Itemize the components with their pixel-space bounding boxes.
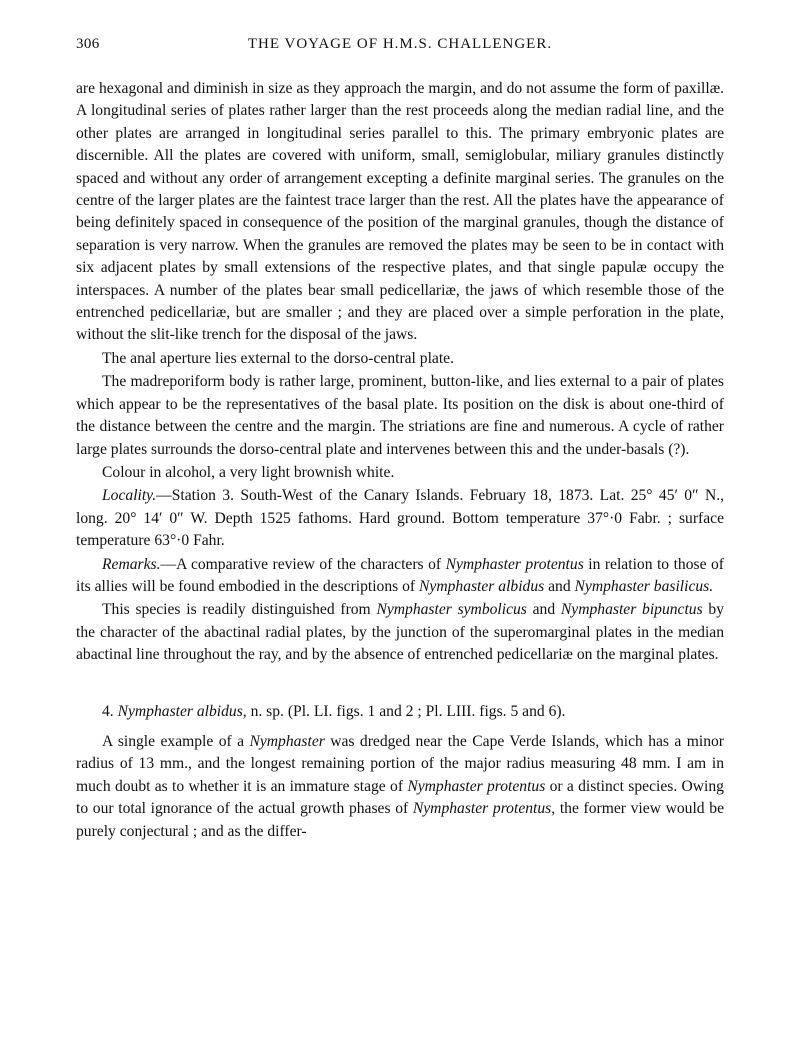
example-species-b: Nymphaster protentus <box>407 777 546 795</box>
paragraph-madreporiform-body: The madreporiform body is rather large, prominent, button-like, and lies external to a pair of plates which appear to be the representatives of the basal plate. Its position on the disk is about one-third of the distance between the centre and the margin. The striations are fine and numerous. A cycle of rather large plates surrounds the dorso-central plate and intervenes between this and the under-basals (?). <box>76 373 724 458</box>
paragraph-remarks <box>76 554 724 599</box>
remarks-text-b: in relation to those of its allies will be found embodied in the descriptions of <box>76 555 724 595</box>
running-title: THE VOYAGE OF H.M.S. CHALLENGER. <box>247 36 553 52</box>
remarks-species-c: Nymphaster basilicus. <box>574 577 714 595</box>
example-genus-a: Nymphaster <box>249 732 325 750</box>
section-heading-text: , n. sp. (Pl. LI. figs. 1 and 2 ; Pl. LIII. figs. 5 and 6). <box>242 702 566 720</box>
section-heading-nymphaster-albidus <box>76 701 724 723</box>
locality-text: —Station 3. South-West of the Canary Islands. February 18, 1873. Lat. 25° 45′ 0″ N., long. 20° 14′ 0″ W. Depth 1525 fathoms. Hard ground. Bottom temperature 37°·0 Fabr. ; surface temperature 63°·0 Fahr. <box>76 487 724 550</box>
paragraph-anal-aperture: The anal aperture lies external to the dorso-central plate. <box>102 349 454 367</box>
example-text-b: was dredged near the Cape Verde Islands, which has a minor radius of 13 mm., and the longest remaining portion of the major radius measuring 48 mm. I am in much doubt as to whether it is an immature stage of <box>76 732 724 795</box>
page-number: 306 <box>76 36 100 52</box>
locality-label: Locality. <box>102 487 157 505</box>
section-number: 4. <box>102 702 118 720</box>
paragraph-single-example <box>76 731 724 843</box>
remarks-species-a: Nymphaster protentus <box>445 555 584 573</box>
example-text-d: the former view would be purely conjectural ; and as the differ- <box>76 800 725 840</box>
document-page <box>76 36 724 844</box>
remarks-text-c: and <box>544 577 575 595</box>
example-species-c: Nymphaster protentus, <box>412 800 556 818</box>
paragraph-plates-description: are hexagonal and diminish in size as they approach the margin, and do not assume the form of paxillæ. A longitudinal series of plates rather larger than the rest proceeds along the median radial line, and the other plates are arranged in longitudinal series parallel to this. The primary embryonic plates are discernible. All the plates are covered with uniform, small, semiglobular, miliary granules distinctly spaced and without any order of arrangement excepting a definite marginal series. The granules on the centre of the larger plates are the faintest trace larger than the rest. All the plates have the appearance of being definitely spaced in consequence of the position of the marginal granules, though the distance of separation is very narrow. When the granules are removed the plates may be seen to be in contact with six adjacent plates by small extensions of the respective plates, and that single papulæ occupy the interspaces. A number of the plates bear small pedicellariæ, the jaws of which resemble those of the entrenched pedicellariæ, but are smaller ; and they are placed over a simple perforation in the plate, without the slit-like trench for the disposal of the jaws. <box>76 80 724 344</box>
section-species-name: Nymphaster albidus <box>117 702 243 720</box>
paragraph-colour: Colour in alcohol, a very light brownish white. <box>102 463 395 481</box>
example-text-a: A single example of a <box>102 732 250 750</box>
distinction-species-b: Nymphaster bipunctus <box>560 601 703 619</box>
distinction-text-b: and <box>526 601 561 619</box>
remarks-text-a: —A comparative review of the characters of <box>160 555 446 573</box>
distinction-text-a: This species is readily distinguished from <box>102 601 377 619</box>
remarks-species-b: Nymphaster albidus <box>419 577 545 595</box>
page-header <box>76 36 724 60</box>
paragraph-distinction <box>76 599 724 666</box>
paragraph-locality <box>76 485 724 552</box>
body-text <box>76 78 724 843</box>
remarks-label: Remarks. <box>102 555 161 573</box>
example-text-c: or a distinct species. Owing to our total ignorance of the actual growth phases of <box>76 777 724 818</box>
distinction-text-c: by the character of the abactinal radial plates, by the junction of the superomarginal plates in the median abactinal line throughout the ray, and by the absence of entrenched pedicellariæ on the marginal plates. <box>76 601 725 664</box>
distinction-species-a: Nymphaster symbolicus <box>376 601 527 619</box>
